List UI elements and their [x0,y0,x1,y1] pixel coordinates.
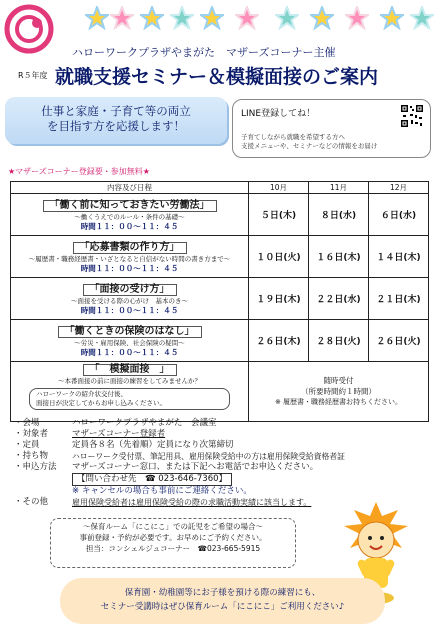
mock-note-line-1: ハローワークの紹介状交付後、 [36,390,127,398]
info-value: マザーズコーナー登録者 [72,429,166,439]
other-value: 雇用保険受給者は雇用保険受給の際の求職活動実績に該当します。 [72,498,312,507]
info-value: 定員各８名（先着順）定員になり次第締切 [72,440,234,450]
info-label: ・持ち物 [14,451,49,461]
schedule-header-dec: 12月 [369,182,429,194]
seminar-time: 時間１１：００～１１：４５ [80,347,179,357]
mock-note-line-2: 面接日が決定してからお申し込みください。 [36,399,166,407]
decor-star-3-icon [140,6,164,30]
info-row-other [14,497,345,508]
date-cell: ２６日(火) [369,320,429,362]
info-row [14,429,345,440]
footer-banner [60,578,385,624]
seminar-subtitle: ～労災・雇用保険、社会保険の疑問～ [74,338,185,347]
info-row [14,451,345,462]
date-cell: ６日(水) [369,194,429,236]
seminar-subtitle: ～面接を受ける際の心がけ 基本のき～ [71,296,188,305]
banner-line-2: を目指す方を応援します！ [47,119,185,133]
info-label: ・定員 [14,440,40,450]
seminar-title: 「働く前に知っておきたい労働法」 [43,200,217,212]
table-row [11,236,429,278]
contact-row [14,473,345,486]
event-info [14,418,345,508]
decor-star-7-icon [275,6,299,30]
mock-interview-note [29,388,230,410]
page-title: 就職支援セミナー＆模擬面接のご案内 [55,66,379,88]
date-cell: １０日(火) [249,236,309,278]
decor-star-2-icon [110,6,134,30]
date-cell: ８日(水) [309,194,369,236]
seminar-title: 「応募書類の作り方」 [73,242,187,254]
other-label: ・その他 [14,497,49,507]
mock-interview-subtitle: ～本番面接の前に面接の練習をしてみませんか？ [58,377,201,385]
seminar-time: 時間１１：００～１１：４５ [80,305,179,315]
date-cell: １９日(木) [249,278,309,320]
line-box-description [241,133,377,151]
date-cell: ５日(木) [249,194,309,236]
mock-anytime-label: 随時受付 [323,376,354,385]
footer-line-2: セミナー受講時はぜひ保育ルーム「にこにこ」ご利用ください♪ [100,602,345,612]
line-box-desc-1: 子育てしながら就職を希望する方へ [241,133,345,141]
line-box-title: LINE登録してね！ [241,109,316,119]
table-row [11,320,429,362]
nursery-room-box [50,518,296,568]
table-row [11,278,429,320]
info-value: マザーズコーナー窓口、または下記へお電話でお申込ください。 [72,462,319,472]
info-value: ハローワーク受付票、筆記用具、雇用保険受給中の方は雇用保険受給資格者証 [72,452,345,461]
schedule-header-nov: 11月 [309,182,369,194]
contact-phone[interactable]: 【問い合わせ先 ☎ 023-646-7360】 [72,473,232,486]
info-value: ハローワークプラザやまがた 会議室 [72,418,217,428]
date-cell: ２２日(水) [309,278,369,320]
qr-code-icon[interactable] [400,104,424,128]
section-label: ★マザーズコーナー登録要・参加無料★ [8,167,150,176]
mothers-corner-logo-icon [3,3,55,55]
info-label: ・会場 [14,418,40,428]
table-row [11,194,429,236]
info-label: ・対象者 [14,429,49,439]
footer-line-1: 保育園・幼稚園等にお子様を預ける際の練習にも、 [124,588,321,598]
info-label: ・申込方法 [14,462,57,472]
support-banner [5,97,227,144]
organizer-line: ハローワークプラザやまがた マザーズコーナー主催 [72,46,336,59]
line-box-desc-2: 支援メニューや、セミナーなどの情報をお届け [241,142,378,150]
fiscal-year-label: R５年度 [18,71,48,80]
date-cell: １６日(木) [309,236,369,278]
decor-star-5-icon [200,6,224,30]
seminar-title: 「面接の受け方」 [83,284,177,296]
decor-star-1-icon [85,6,109,30]
date-cell: ２６日(木) [249,320,309,362]
cancel-note: ※ キャンセルの場合も事前にご連絡ください。 [72,486,252,496]
decor-star-10-icon [380,6,404,30]
seminar-time: 時間１１：００～１１：４５ [80,263,179,273]
date-cell: ２１日(木) [369,278,429,320]
banner-line-1: 仕事と家庭・子育て等の両立 [41,104,191,118]
mock-interview-title: 「 模擬面接 」 [83,364,177,376]
decor-star-6-icon [235,6,259,30]
nursery-line-1: ～保育ルーム「にこにこ」での託児をご希望の場合～ [83,522,263,531]
nursery-line-2: 事前登録・予約が必要です。お早めにご予約ください。 [79,533,267,542]
info-row [14,418,345,429]
line-registration-box[interactable] [232,99,431,158]
decor-star-8-icon [310,6,334,30]
seminar-title: 「働くときの保険のはなし」 [58,326,202,338]
schedule-table [10,181,429,422]
date-cell: １４日(木) [369,236,429,278]
seminar-subtitle: ～履歴書・職務経歴書・いざとなると自信がない時間の書き方まで～ [28,254,231,263]
table-row-mock-interview [11,362,429,422]
info-row [14,440,345,451]
decor-star-11-icon [410,6,434,30]
nursery-line-3: 担当：コンシェルジュコーナー ☎023-665-5915 [85,544,261,553]
seminar-subtitle: ～働くうえでのルール・条件の基礎～ [74,212,185,221]
decor-star-9-icon [345,6,369,30]
date-cell: ２８日(火) [309,320,369,362]
mock-bring-note: ※ 履歴書・職務経歴書お持ちください。 [274,398,403,406]
seminar-time: 時間１１：００～１１：４５ [80,221,179,231]
decor-star-4-icon [170,6,194,30]
mock-duration-label: （所要時間約１時間） [301,387,376,396]
schedule-header-oct: 10月 [249,182,309,194]
cancel-row [14,486,345,497]
schedule-header-content: 内容及び日程 [11,182,249,194]
info-row [14,462,345,473]
